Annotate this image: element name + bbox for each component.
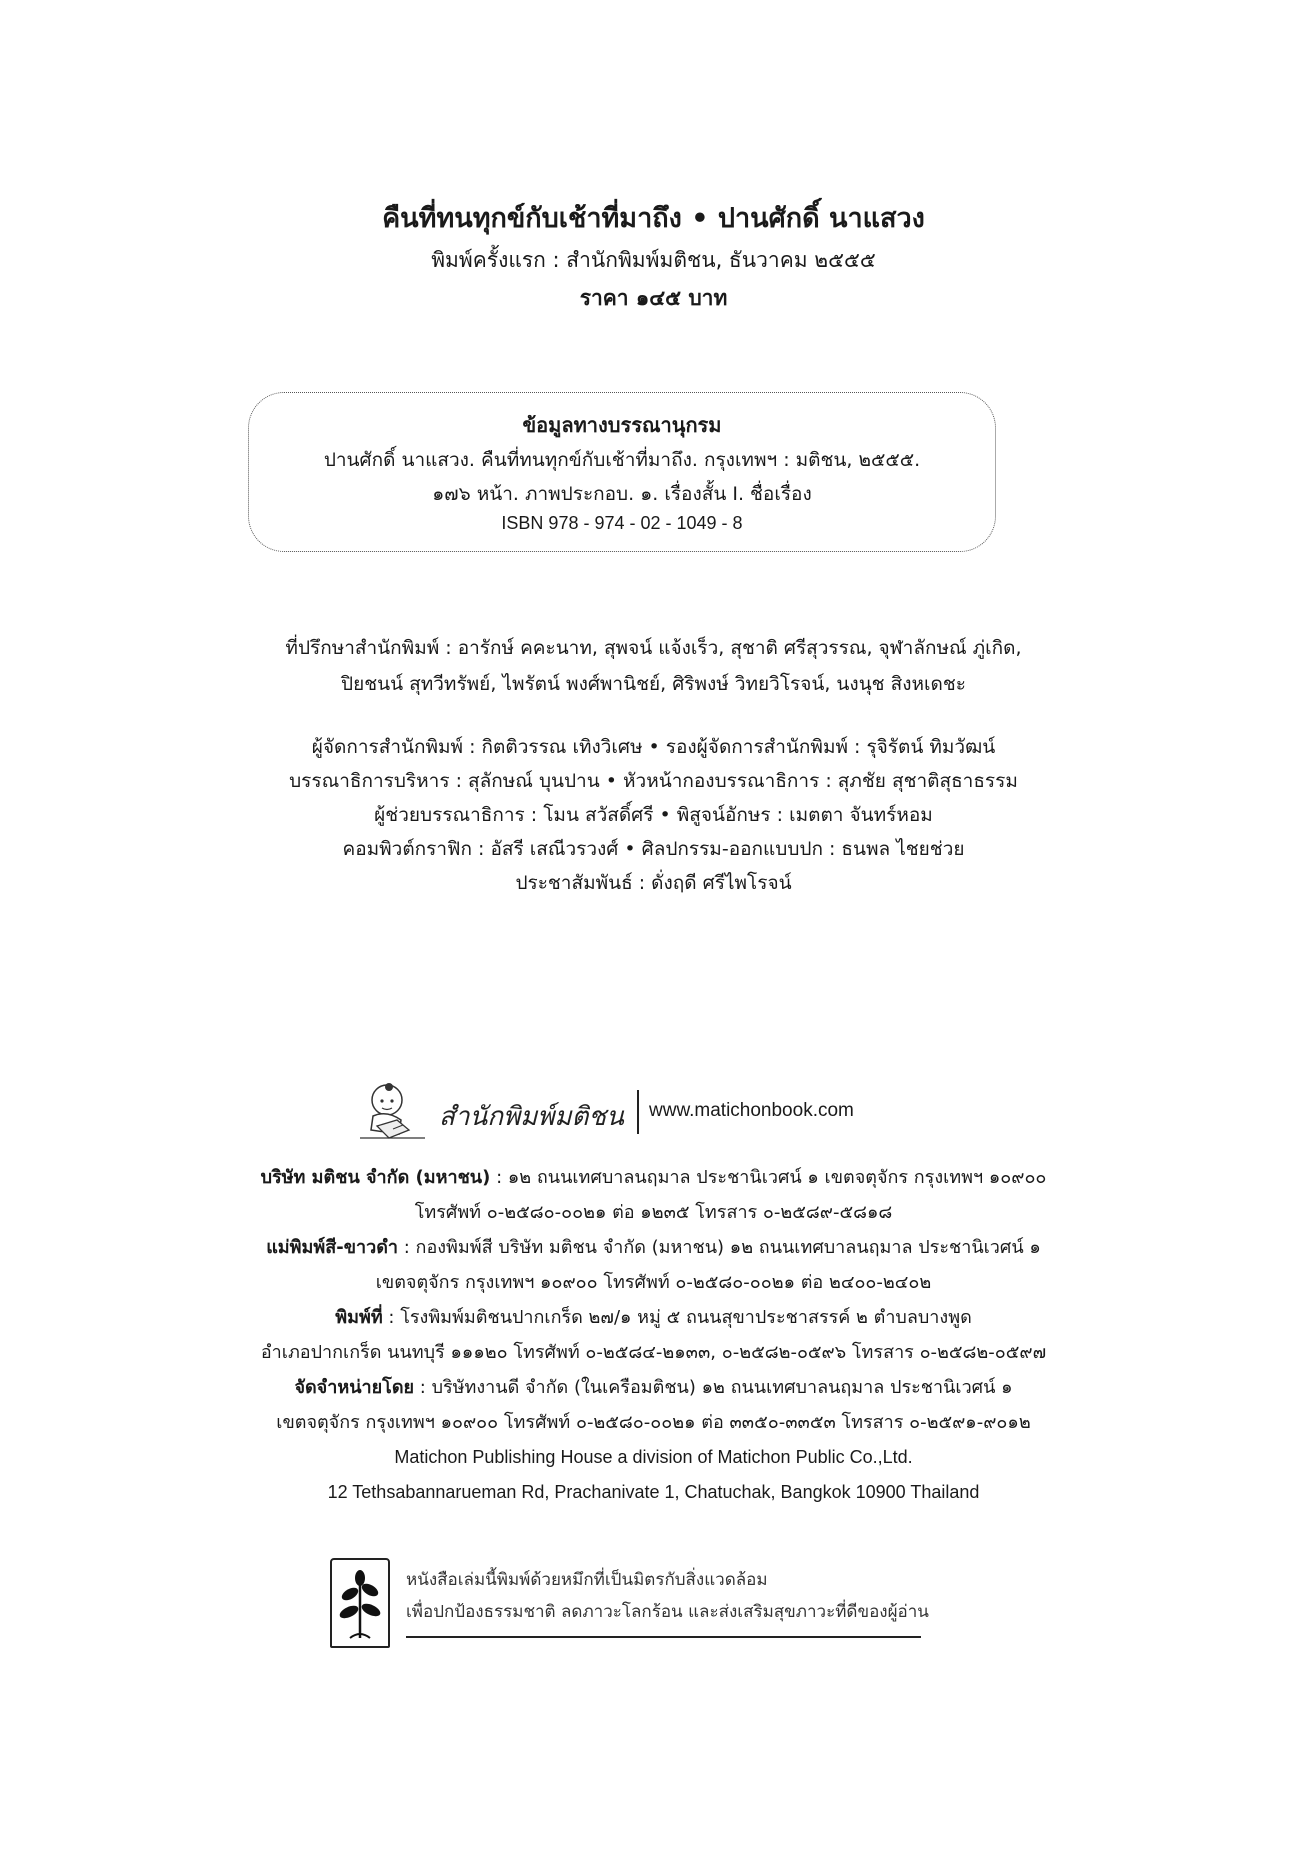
cataloging-heading: ข้อมูลทางบรรณานุกรม	[522, 413, 722, 437]
publisher-logo-row	[355, 1080, 955, 1142]
staff-line: ผู้ช่วยบรรณาธิการ : โมน สวัสดิ์ศรี • พิสูจน์อักษร : เมตตา จันทร์หอม	[374, 804, 933, 826]
publisher-url[interactable]: www.matichonbook.com	[649, 1100, 854, 1121]
advisors-line-1: ที่ปรึกษาสำนักพิมพ์ : อารักษ์ คคะนาท, สุพจน์ แจ้งเร็ว, สุชาติ ศรีสุวรรณ, จุฬาลักษณ์ ภู่เกิด,	[285, 637, 1022, 659]
cataloging-line-2: ๑๗๖ หน้า. ภาพประกอบ. ๑. เรื่องสั้น I. ชื่อเรื่อง	[432, 483, 812, 505]
distributor-text: : บริษัทงานดี จำกัด (ในเครือมติชน) ๑๒ ถนนเทศบาลนฤมาล ประชานิเวศน์ ๑	[414, 1377, 1013, 1398]
eco-line-1: หนังสือเล่มนี้พิมพ์ด้วยหมึกที่เป็นมิตรกับสิ่งแวดล้อม	[406, 1570, 768, 1590]
printer-line-2: อำเภอปากเกร็ด นนทบุรี ๑๑๑๒๐ โทรศัพท์ ๐-๒๕๘๔-๒๑๓๓, ๐-๒๕๘๒-๐๕๙๖ โทรสาร ๐-๒๕๘๒-๐๕๙๗	[260, 1342, 1047, 1363]
company-label: บริษัท มติชน จำกัด (มหาชน)	[260, 1167, 491, 1188]
first-print-line: พิมพ์ครั้งแรก : สำนักพิมพ์มติชน, ธันวาคม ๒๕๕๕	[431, 248, 876, 272]
advisors-line-2: ปิยชนน์ สุทวีทรัพย์, ไพรัตน์ พงศ์พานิชย์, ศิริพงษ์ วิทยวิโรจน์, นงนุช สิงหเดชะ	[341, 673, 966, 695]
advisors-block	[0, 630, 1307, 702]
staff-line: ประชาสัมพันธ์ : ดั่งฤดี ศรีไพโรจน์	[515, 872, 792, 894]
company-line	[0, 1160, 1307, 1195]
eco-book-icon	[330, 1558, 390, 1648]
company-text: : ๑๒ ถนนเทศบาลนฤมาล ประชานิเวศน์ ๑ เขตจตุจักร กรุงเทพฯ ๑๐๙๐๐	[490, 1167, 1047, 1188]
staff-line: คอมพิวต์กราฟิก : อัสรี เสณีวรวงศ์ • ศิลปกรรม-ออกแบบปก : ธนพล ไชยช่วย	[342, 838, 965, 860]
printer-label: พิมพ์ที่	[335, 1307, 383, 1328]
price-line: ราคา ๑๔๕ บาท	[579, 286, 728, 310]
eco-text	[406, 1564, 929, 1628]
plate-label: แม่พิมพ์สี-ขาวดำ	[266, 1237, 399, 1258]
staff-line: บรรณาธิการบริหาร : สุลักษณ์ บุนปาน • หัวหน้ากองบรรณาธิการ : สุภชัย สุชาติสุธาธรรม	[289, 770, 1018, 792]
reading-child-mascot-icon	[355, 1080, 437, 1142]
english-line-1: Matichon Publishing House a division of Matichon Public Co.,Ltd.	[394, 1447, 913, 1467]
plant-icon	[332, 1560, 388, 1646]
plate-line	[0, 1230, 1307, 1265]
printer-line	[0, 1300, 1307, 1335]
publisher-script-logo: สำนักพิมพ์มติชน	[439, 1102, 624, 1132]
plate-text: : กองพิมพ์สี บริษัท มติชน จำกัด (มหาชน) ๑๒ ถนนเทศบาลนฤมาล ประชานิเวศน์ ๑	[398, 1237, 1041, 1258]
staff-block	[0, 730, 1307, 900]
cataloging-line-1: ปานศักดิ์ นาแสวง. คืนที่ทนทุกข์กับเช้าที่มาถึง. กรุงเทพฯ : มติชน, ๒๕๕๕.	[323, 449, 921, 471]
printer-text: : โรงพิมพ์มติชนปากเกร็ด ๒๗/๑ หมู่ ๕ ถนนสุขาประชาสรรค์ ๒ ตำบลบางพูด	[382, 1307, 972, 1328]
staff-line: ผู้จัดการสำนักพิมพ์ : กิตติวรรณ เทิงวิเศษ • รองผู้จัดการสำนักพิมพ์ : รุจิรัตน์ ทิมวัฒน์	[311, 736, 996, 758]
eco-underline	[406, 1636, 921, 1638]
book-title: คืนที่ทนทุกข์กับเช้าที่มาถึง • ปานศักดิ์ นาแสวง	[382, 203, 925, 234]
distributor-line	[0, 1370, 1307, 1405]
address-block	[0, 1160, 1307, 1510]
eco-line-2: เพื่อปกป้องธรรมชาติ ลดภาวะโลกร้อน และส่งเสริมสุขภาวะที่ดีของผู้อ่าน	[406, 1602, 929, 1622]
plate-line-2: เขตจตุจักร กรุงเทพฯ ๑๐๙๐๐ โทรศัพท์ ๐-๒๕๘๐-๐๐๒๑ ต่อ ๒๔๐๐-๒๔๐๒	[375, 1272, 932, 1293]
isbn: ISBN 978 - 974 - 02 - 1049 - 8	[501, 513, 743, 533]
company-phone: โทรศัพท์ ๐-๒๕๘๐-๐๐๒๑ ต่อ ๑๒๓๕ โทรสาร ๐-๒๕๘๙-๕๘๑๘	[414, 1202, 893, 1223]
english-line-2: 12 Tethsabannarueman Rd, Prachanivate 1, Chatuchak, Bangkok 10900 Thailand	[327, 1482, 980, 1502]
logo-divider	[637, 1090, 639, 1134]
cataloging-box	[248, 392, 996, 552]
eco-ink-notice	[330, 1558, 930, 1648]
distributor-label: จัดจำหน่ายโดย	[294, 1377, 415, 1398]
distributor-line-2: เขตจตุจักร กรุงเทพฯ ๑๐๙๐๐ โทรศัพท์ ๐-๒๕๘๐-๐๐๒๑ ต่อ ๓๓๕๐-๓๓๕๓ โทรสาร ๐-๒๕๙๑-๙๐๑๒	[276, 1412, 1031, 1433]
